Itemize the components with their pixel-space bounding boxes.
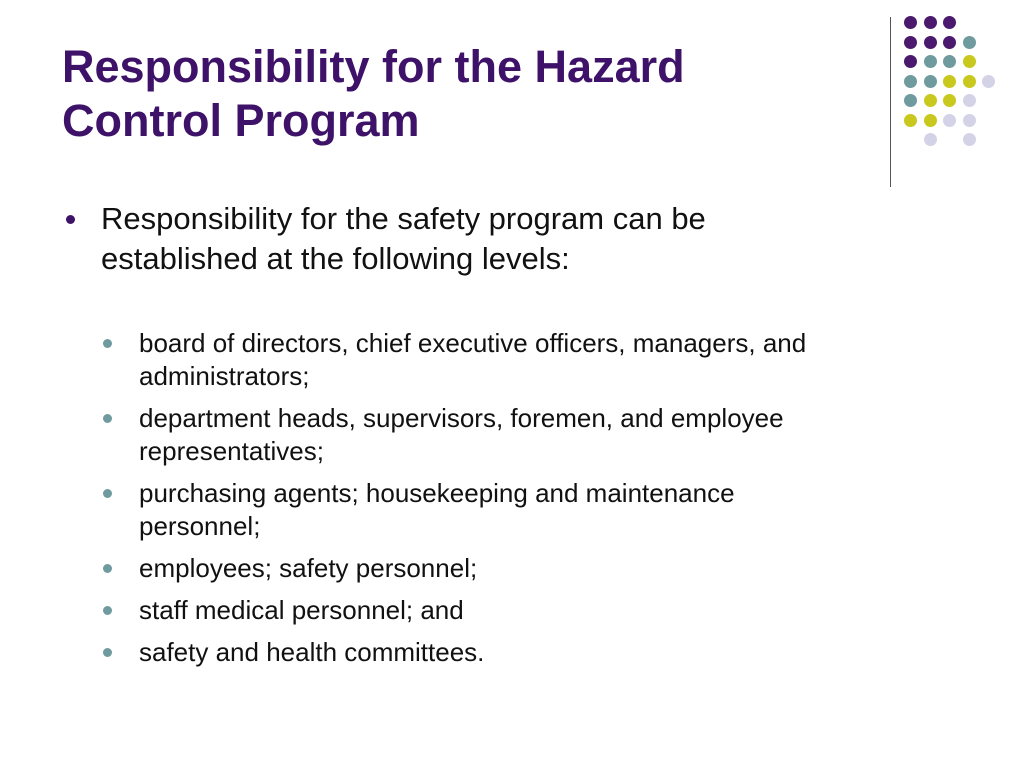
sub-bullet-dot-icon xyxy=(103,648,112,657)
teal-dot-icon xyxy=(924,75,937,88)
teal-dot-icon xyxy=(904,75,917,88)
sub-bullet-item xyxy=(101,477,961,543)
sub-bullet-item xyxy=(101,402,961,468)
sub-bullet-item xyxy=(101,552,961,585)
slide-title-line-2: Control Program xyxy=(62,95,420,146)
slide-title-line-1: Responsibility for the Hazard xyxy=(62,41,685,92)
purple-dot-icon xyxy=(943,16,956,29)
sub-bullet-line-2: representatives; xyxy=(139,436,324,466)
yellow-dot-icon xyxy=(963,75,976,88)
teal-dot-icon xyxy=(924,55,937,68)
main-bullet-line-2: established at the following levels: xyxy=(101,241,570,276)
main-bullet-item xyxy=(62,199,962,279)
sub-bullet-item xyxy=(101,594,961,627)
sub-bullet-line-2: personnel; xyxy=(139,511,261,541)
sub-bullet-line-2: administrators; xyxy=(139,361,310,391)
yellow-dot-icon xyxy=(963,55,976,68)
lavender-dot-icon xyxy=(963,114,976,127)
bullet-dot-icon xyxy=(66,215,75,224)
purple-dot-icon xyxy=(943,36,956,49)
purple-dot-icon xyxy=(924,16,937,29)
sub-bullet-dot-icon xyxy=(103,414,112,423)
sub-bullet-dot-icon xyxy=(103,606,112,615)
main-bullet-list xyxy=(62,199,962,279)
purple-dot-icon xyxy=(924,36,937,49)
purple-dot-icon xyxy=(904,36,917,49)
yellow-dot-icon xyxy=(904,114,917,127)
yellow-dot-icon xyxy=(943,75,956,88)
purple-dot-icon xyxy=(904,55,917,68)
sub-bullet-line-1: safety and health committees. xyxy=(139,637,485,667)
lavender-dot-icon xyxy=(924,133,937,146)
sub-bullet-line-1: employees; safety personnel; xyxy=(139,553,478,583)
sub-bullet-item xyxy=(101,327,961,393)
lavender-dot-icon xyxy=(982,75,995,88)
main-bullet-line-1: Responsibility for the safety program can be xyxy=(101,201,706,236)
sub-bullet-line-1: staff medical personnel; and xyxy=(139,595,464,625)
yellow-dot-icon xyxy=(924,114,937,127)
sub-bullet-line-1: department heads, supervisors, foremen, and employee xyxy=(139,403,784,433)
lavender-dot-icon xyxy=(963,94,976,107)
sub-bullet-dot-icon xyxy=(103,339,112,348)
sub-bullet-dot-icon xyxy=(103,564,112,573)
yellow-dot-icon xyxy=(943,94,956,107)
sub-bullet-line-1: purchasing agents; housekeeping and maintenance xyxy=(139,478,735,508)
sub-bullet-list xyxy=(101,327,961,678)
teal-dot-icon xyxy=(963,36,976,49)
teal-dot-icon xyxy=(904,94,917,107)
sub-bullet-line-1: board of directors, chief executive officers, managers, and xyxy=(139,328,807,358)
lavender-dot-icon xyxy=(943,114,956,127)
lavender-dot-icon xyxy=(963,133,976,146)
slide-title xyxy=(62,40,862,148)
teal-dot-icon xyxy=(943,55,956,68)
yellow-dot-icon xyxy=(924,94,937,107)
title-divider-line xyxy=(890,17,891,187)
sub-bullet-dot-icon xyxy=(103,489,112,498)
purple-dot-icon xyxy=(904,16,917,29)
sub-bullet-item xyxy=(101,636,961,669)
